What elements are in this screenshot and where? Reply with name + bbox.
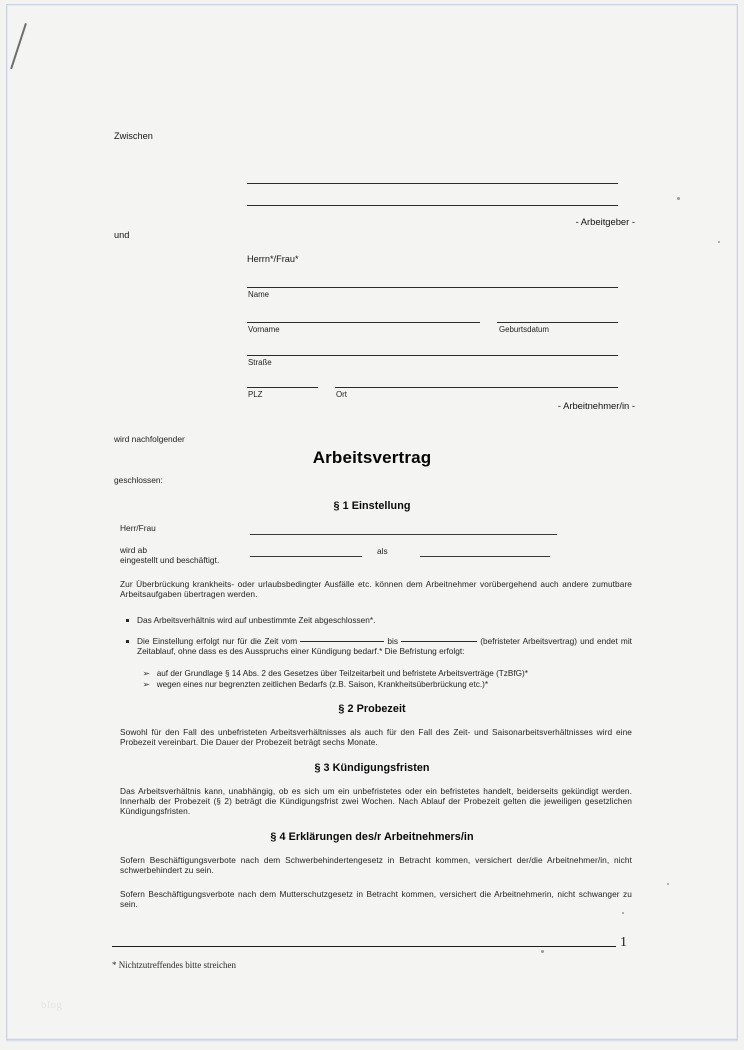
firstname-line bbox=[247, 322, 480, 323]
intro-line-1: wird nachfolgender bbox=[114, 434, 185, 444]
list-item bbox=[126, 636, 632, 657]
page-watermark: blog bbox=[41, 999, 63, 1011]
street-line bbox=[247, 355, 618, 356]
as-label: als bbox=[377, 546, 388, 556]
bullet-2-part-c: (befristeter Arbeitsvertrag) und endet mit Zeitablauf, ohne dass es des Ausspruchs einer Kündigung bedarf.* Die Befristung erfolgt: bbox=[137, 636, 632, 657]
sub-list-text: auf der Grundlage § 14 Abs. 2 des Gesetzes über Teilzeitarbeit und befristete Arbeitsverträge (TzBfG)* bbox=[156, 669, 528, 678]
pen-slash-mark bbox=[10, 23, 26, 69]
footnote-text: * Nichtzutreffendes bitte streichen bbox=[112, 960, 237, 970]
person-line bbox=[250, 534, 557, 535]
scan-speck bbox=[622, 912, 624, 914]
person-label: Herr/Frau bbox=[120, 523, 156, 533]
square-bullet-icon bbox=[126, 640, 129, 643]
city-line bbox=[335, 387, 618, 388]
birthdate-label: Geburtsdatum bbox=[499, 325, 549, 334]
document-title: Arbeitsvertrag bbox=[312, 448, 432, 467]
birthdate-line bbox=[497, 322, 618, 323]
section-4-paragraph-1: Sofern Beschäftigungsverbote nach dem Schwerbehindertengesetz in Betracht kommen, versichert der/die Arbeitnehmer/in, nicht schwerbehindert zu sein. bbox=[120, 855, 632, 876]
bullet-text-befristet bbox=[137, 636, 632, 657]
between-label: Zwischen bbox=[114, 131, 153, 141]
square-bullet-icon bbox=[126, 619, 129, 622]
city-label: Ort bbox=[336, 390, 347, 399]
zip-label: PLZ bbox=[248, 390, 263, 399]
section-3-heading: § 3 Kündigungsfristen bbox=[314, 762, 430, 774]
street-label: Straße bbox=[248, 358, 272, 367]
section-2-paragraph: Sowohl für den Fall des unbefristeten Arbeitsverhältnisses als auch für den Fall des Zeit- und Saisonarbeitsverhältnisses wird eine Probezeit vereinbart. Die Dauer der Probezeit beträgt sechs Monate. bbox=[120, 727, 632, 748]
list-item bbox=[126, 615, 632, 625]
scan-speck bbox=[667, 883, 669, 885]
section-4-heading: § 4 Erklärungen des/r Arbeitnehmers/in bbox=[270, 831, 474, 843]
employer-tag: - Arbeitgeber - bbox=[575, 216, 635, 227]
page-number: 1 bbox=[620, 935, 627, 950]
name-line bbox=[247, 287, 618, 288]
from-label: wird ab bbox=[120, 545, 147, 555]
zip-line bbox=[247, 387, 318, 388]
sub-list-text: wegen eines nur begrenzten zeitlichen Bedarfs (z.B. Saison, Krankheitsüberbrückung etc.)* bbox=[156, 680, 489, 689]
section-2-heading: § 2 Probezeit bbox=[338, 703, 406, 715]
section-1-paragraph: Zur Überbrückung krankheits- oder urlaubsbedingter Ausfälle etc. können dem Arbeitnehmer vorübergehend auch andere zumutbare Arbeitsaufgaben übertragen werden. bbox=[120, 579, 632, 600]
salutation-label: Herrn*/Frau* bbox=[247, 254, 299, 264]
end-date-blank bbox=[401, 641, 477, 642]
firstname-label: Vorname bbox=[248, 325, 280, 334]
bullet-2-part-b: bis bbox=[387, 636, 399, 646]
sub-list-item bbox=[143, 669, 528, 679]
section-3-paragraph: Das Arbeitsverhältnis kann, unabhängig, ob es sich um ein unbefristetes oder ein befristetes handelt, beiderseits gekündigt werden. Innerhalb der Probezeit (§ 2) beträgt die Kündigungsfrist zwei Wochen. Nach Ablauf der Probezeit gelten die jeweiligen gesetzlichen Kündigungsfristen. bbox=[120, 786, 632, 817]
scanned-page bbox=[6, 4, 738, 1040]
name-label: Name bbox=[248, 290, 270, 299]
section-4-paragraph-2: Sofern Beschäftigungsverbote nach dem Mutterschutzgesetz in Betracht kommen, versichert die Arbeitnehmerin, nicht schwanger zu sein. bbox=[120, 889, 632, 910]
scan-speck bbox=[677, 197, 680, 200]
from-label-2: eingestellt und beschäftigt. bbox=[120, 555, 220, 565]
footer-divider bbox=[112, 946, 616, 947]
section-1-heading: § 1 Einstellung bbox=[333, 500, 411, 512]
position-line bbox=[420, 556, 550, 557]
bullet-2-part-a: Die Einstellung erfolgt nur für die Zeit vom bbox=[137, 636, 298, 646]
bullet-text: Das Arbeitsverhältnis wird auf unbestimmte Zeit abgeschlossen*. bbox=[137, 615, 376, 625]
intro-line-2: geschlossen: bbox=[114, 475, 163, 485]
start-date-line bbox=[250, 556, 362, 557]
employer-line-2 bbox=[247, 205, 618, 206]
employee-tag: - Arbeitnehmer/in - bbox=[557, 400, 635, 411]
arrow-bullet-icon: ➢ bbox=[142, 669, 151, 678]
scan-speck bbox=[718, 241, 720, 243]
arrow-bullet-icon: ➢ bbox=[142, 680, 151, 689]
sub-list-item bbox=[143, 680, 488, 690]
scan-speck bbox=[541, 950, 544, 953]
and-label: und bbox=[114, 230, 130, 240]
start-date-blank bbox=[300, 641, 384, 642]
employer-line-1 bbox=[247, 183, 618, 184]
